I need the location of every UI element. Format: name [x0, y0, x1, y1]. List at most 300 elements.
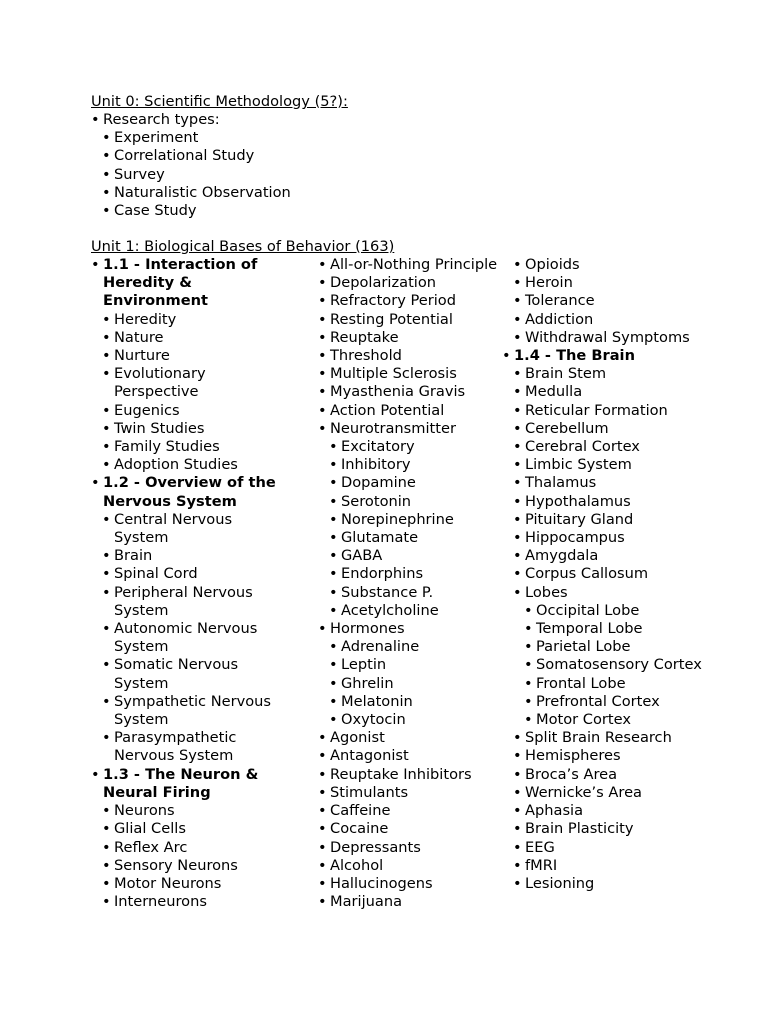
- list-item: [502, 638, 702, 656]
- list-item-text: Central Nervous System: [114, 510, 233, 547]
- list-item: [502, 438, 702, 456]
- list-item: [502, 784, 702, 802]
- bullet-icon: •: [524, 674, 533, 692]
- bullet-icon: •: [513, 802, 522, 820]
- bullet-icon: •: [513, 820, 522, 838]
- bullet-icon: •: [102, 547, 111, 565]
- list-item: [91, 547, 291, 565]
- list-item-text: Twin Studies: [114, 419, 205, 437]
- unit1-column-2: [307, 256, 503, 911]
- list-item-text: Substance P.: [341, 583, 434, 601]
- unit1-column-3: [502, 256, 702, 893]
- list-item: [502, 529, 702, 547]
- bullet-icon: •: [329, 492, 338, 510]
- list-item-text: Myasthenia Gravis: [330, 383, 466, 401]
- list-item: [502, 402, 702, 420]
- list-item-text: Eugenics: [114, 401, 180, 419]
- list-item-text: Brain Stem: [525, 365, 607, 383]
- list-item: [502, 565, 702, 583]
- bullet-icon: •: [318, 802, 327, 820]
- list-item-text: Case Study: [114, 202, 197, 220]
- list-item: [502, 620, 702, 638]
- bullet-icon: •: [318, 856, 327, 874]
- bullet-icon: •: [318, 783, 327, 801]
- list-item-text: Hypothalamus: [525, 492, 631, 510]
- list-item: [91, 511, 291, 547]
- list-item-text: Acetylcholine: [341, 601, 439, 619]
- list-item: [91, 166, 291, 184]
- list-item-text: Cerebral Cortex: [525, 438, 640, 456]
- list-item-text: Temporal Lobe: [536, 620, 643, 638]
- list-item-text: Motor Cortex: [536, 711, 632, 729]
- bullet-icon: •: [513, 292, 522, 310]
- list-item-text: Corpus Callosum: [525, 565, 649, 583]
- bullet-icon: •: [329, 547, 338, 565]
- list-item: [91, 802, 291, 820]
- list-item-text: Experiment: [114, 129, 199, 147]
- list-item-text: Opioids: [525, 256, 580, 273]
- list-item-text: 1.1 - Interaction of Heredity & Environment: [103, 256, 258, 310]
- list-item-text: Prefrontal Cortex: [536, 692, 660, 710]
- list-item: [91, 620, 291, 656]
- list-item: [91, 402, 291, 420]
- bullet-icon: •: [318, 310, 327, 328]
- bullet-icon: •: [513, 365, 522, 383]
- list-item-text: Somatosensory Cortex: [536, 656, 702, 674]
- list-item-text: 1.4 - The Brain: [514, 347, 635, 365]
- list-item: [91, 129, 291, 147]
- list-item: [502, 329, 702, 347]
- bullet-icon: •: [513, 565, 522, 583]
- bullet-icon: •: [513, 438, 522, 456]
- list-item-text: Sympathetic Nervous System: [114, 692, 272, 729]
- list-item: [502, 547, 702, 565]
- bullet-icon: •: [102, 147, 111, 165]
- list-item: [91, 729, 291, 765]
- list-item: [91, 438, 291, 456]
- bullet-icon: •: [102, 692, 111, 710]
- list-item: [307, 802, 503, 820]
- list-item: [502, 584, 702, 602]
- bullet-icon: •: [102, 347, 111, 365]
- list-item: [91, 584, 291, 620]
- list-item: [502, 656, 702, 674]
- list-item: [307, 547, 503, 565]
- bullet-icon: •: [524, 692, 533, 710]
- list-item: [91, 857, 291, 875]
- bullet-icon: •: [102, 165, 111, 183]
- bullet-icon: •: [318, 328, 327, 346]
- list-item: [502, 493, 702, 511]
- list-item: [502, 474, 702, 492]
- list-item: [91, 184, 291, 202]
- list-item: [307, 620, 503, 638]
- list-item-text: Glutamate: [341, 529, 419, 547]
- bullet-icon: •: [318, 838, 327, 856]
- list-item: [91, 111, 291, 129]
- list-item-text: Neurotransmitter: [330, 419, 456, 437]
- bullet-icon: •: [318, 419, 327, 437]
- list-item-text: Addiction: [525, 310, 594, 328]
- bullet-icon: •: [102, 328, 111, 346]
- bullet-icon: •: [102, 438, 111, 456]
- bullet-icon: •: [513, 419, 522, 437]
- bullet-icon: •: [318, 765, 327, 783]
- bullet-icon: •: [102, 583, 111, 601]
- list-item-text: Serotonin: [341, 492, 412, 510]
- bullet-icon: •: [102, 874, 111, 892]
- list-item: [307, 729, 503, 747]
- bullet-icon: •: [524, 656, 533, 674]
- list-item: [502, 839, 702, 857]
- bullet-icon: •: [329, 601, 338, 619]
- list-item: [307, 456, 503, 474]
- list-item: [307, 347, 503, 365]
- bullet-icon: •: [318, 729, 327, 747]
- list-item: [502, 456, 702, 474]
- bullet-icon: •: [318, 820, 327, 838]
- bullet-icon: •: [513, 583, 522, 601]
- bullet-icon: •: [102, 401, 111, 419]
- list-item-text: Depolarization: [330, 274, 437, 292]
- list-item-text: Parasympathetic Nervous System: [114, 729, 237, 765]
- list-item-text: Survey: [114, 165, 165, 183]
- list-item-text: Action Potential: [330, 401, 445, 419]
- bullet-icon: •: [318, 274, 327, 292]
- unit0-heading: Unit 0: Scientific Methodology (5?):: [91, 93, 348, 110]
- bullet-icon: •: [102, 202, 111, 220]
- bullet-icon: •: [102, 729, 111, 747]
- unit0-list: [91, 111, 291, 220]
- bullet-icon: •: [513, 383, 522, 401]
- list-item-text: Reuptake Inhibitors: [330, 765, 472, 783]
- list-item-text: Hormones: [330, 620, 405, 638]
- list-item: [307, 383, 503, 401]
- list-item-text: Parietal Lobe: [536, 638, 631, 656]
- list-item-text: Excitatory: [341, 438, 415, 456]
- list-item: [91, 365, 291, 401]
- bullet-icon: •: [513, 274, 522, 292]
- list-item-text: Reticular Formation: [525, 401, 668, 419]
- list-item-text: Antagonist: [330, 747, 409, 765]
- bullet-icon: •: [329, 456, 338, 474]
- list-item-text: Somatic Nervous System: [114, 656, 239, 692]
- list-item-text: Lobes: [525, 583, 568, 601]
- bullet-icon: •: [513, 401, 522, 419]
- list-item-text: Hallucinogens: [330, 874, 433, 892]
- list-item: [502, 766, 702, 784]
- list-item: [307, 766, 503, 784]
- list-item-text: Cerebellum: [525, 419, 609, 437]
- bullet-icon: •: [102, 838, 111, 856]
- list-item-text: Nature: [114, 328, 164, 346]
- bullet-icon: •: [513, 856, 522, 874]
- bullet-icon: •: [102, 893, 111, 911]
- list-item-text: Pituitary Gland: [525, 510, 634, 528]
- bullet-icon: •: [329, 529, 338, 547]
- list-item: [91, 565, 291, 583]
- bullet-icon: •: [513, 510, 522, 528]
- list-item-text: Marijuana: [330, 893, 403, 911]
- list-item: [502, 802, 702, 820]
- list-item: [502, 820, 702, 838]
- list-item: [502, 365, 702, 383]
- bullet-icon: •: [513, 256, 522, 273]
- list-item-text: Threshold: [330, 347, 402, 365]
- list-item-text: Reuptake: [330, 328, 399, 346]
- list-item: [307, 329, 503, 347]
- bullet-icon: •: [329, 692, 338, 710]
- bullet-icon: •: [524, 601, 533, 619]
- list-item-text: Peripheral Nervous System: [114, 583, 253, 619]
- list-item-text: 1.3 - The Neuron & Neural Firing: [103, 765, 259, 801]
- list-item-text: Resting Potential: [330, 310, 453, 328]
- bullet-icon: •: [513, 474, 522, 492]
- bullet-icon: •: [513, 456, 522, 474]
- list-item: [502, 693, 702, 711]
- list-item: [307, 675, 503, 693]
- list-item: [91, 420, 291, 438]
- list-item: [307, 820, 503, 838]
- bullet-icon: •: [513, 529, 522, 547]
- bullet-icon: •: [513, 838, 522, 856]
- bullet-icon: •: [318, 874, 327, 892]
- list-item-text: Withdrawal Symptoms: [525, 328, 690, 346]
- list-item: [307, 638, 503, 656]
- bullet-icon: •: [329, 638, 338, 656]
- list-item: [502, 729, 702, 747]
- list-item-text: Melatonin: [341, 692, 413, 710]
- unit1-column-1: [91, 256, 291, 911]
- list-item: [307, 311, 503, 329]
- list-item-text: Reflex Arc: [114, 838, 188, 856]
- bullet-icon: •: [318, 401, 327, 419]
- list-item: [307, 493, 503, 511]
- list-item-text: fMRI: [525, 856, 558, 874]
- list-item-text: EEG: [525, 838, 555, 856]
- list-item-text: Thalamus: [525, 474, 597, 492]
- list-item: [502, 292, 702, 310]
- list-item: [91, 456, 291, 474]
- bullet-icon: •: [102, 802, 111, 820]
- list-item-text: Cocaine: [330, 820, 389, 838]
- list-item: [502, 602, 702, 620]
- bullet-icon: •: [513, 729, 522, 747]
- list-item: [502, 420, 702, 438]
- bullet-icon: •: [318, 620, 327, 638]
- list-item: [91, 656, 291, 692]
- section-heading-item: [91, 474, 291, 510]
- list-item: [307, 839, 503, 857]
- list-item: [307, 584, 503, 602]
- list-item: [307, 693, 503, 711]
- list-item-text: Depressants: [330, 838, 421, 856]
- list-item-text: Heredity: [114, 310, 177, 328]
- list-item-text: Adrenaline: [341, 638, 420, 656]
- bullet-icon: •: [524, 711, 533, 729]
- list-item-text: Alcohol: [330, 856, 384, 874]
- bullet-icon: •: [513, 328, 522, 346]
- bullet-icon: •: [102, 456, 111, 474]
- list-item: [91, 839, 291, 857]
- list-item-text: Interneurons: [114, 893, 207, 911]
- list-item-text: Medulla: [525, 383, 583, 401]
- list-item-text: Split Brain Research: [525, 729, 672, 747]
- list-item: [307, 875, 503, 893]
- bullet-icon: •: [524, 620, 533, 638]
- list-item-text: Research types:: [103, 111, 220, 128]
- bullet-icon: •: [524, 638, 533, 656]
- list-item: [307, 529, 503, 547]
- unit1-heading: Unit 1: Biological Bases of Behavior (163): [91, 238, 395, 255]
- list-item-text: Neurons: [114, 802, 175, 820]
- bullet-icon: •: [318, 256, 327, 273]
- bullet-icon: •: [513, 874, 522, 892]
- list-item: [307, 602, 503, 620]
- bullet-icon: •: [513, 310, 522, 328]
- list-item: [502, 511, 702, 529]
- list-item-text: Family Studies: [114, 438, 220, 456]
- bullet-icon: •: [91, 765, 100, 783]
- list-item-text: Evolutionary Perspective: [114, 365, 206, 401]
- list-item: [307, 656, 503, 674]
- bullet-icon: •: [329, 565, 338, 583]
- bullet-icon: •: [329, 438, 338, 456]
- list-item: [502, 383, 702, 401]
- bullet-icon: •: [102, 419, 111, 437]
- bullet-icon: •: [102, 510, 111, 528]
- list-item-text: Hemispheres: [525, 747, 621, 765]
- list-item-text: Stimulants: [330, 783, 409, 801]
- list-item: [502, 711, 702, 729]
- list-item: [307, 438, 503, 456]
- list-item: [307, 784, 503, 802]
- list-item: [91, 329, 291, 347]
- list-item: [307, 857, 503, 875]
- list-item-text: Aphasia: [525, 802, 584, 820]
- list-item-text: Adoption Studies: [114, 456, 238, 474]
- bullet-icon: •: [513, 783, 522, 801]
- list-item: [307, 365, 503, 383]
- list-item-text: Naturalistic Observation: [114, 183, 291, 201]
- bullet-icon: •: [318, 383, 327, 401]
- bullet-icon: •: [91, 256, 100, 273]
- list-item: [91, 347, 291, 365]
- list-item-text: Oxytocin: [341, 711, 406, 729]
- bullet-icon: •: [102, 820, 111, 838]
- bullet-icon: •: [513, 765, 522, 783]
- list-item-text: Limbic System: [525, 456, 632, 474]
- list-item: [91, 875, 291, 893]
- list-item-text: Dopamine: [341, 474, 416, 492]
- list-item-text: Ghrelin: [341, 674, 394, 692]
- list-item-text: Nurture: [114, 347, 170, 365]
- list-item: [502, 256, 702, 274]
- list-item-text: Broca’s Area: [525, 765, 618, 783]
- list-item-text: Agonist: [330, 729, 385, 747]
- list-item: [91, 820, 291, 838]
- list-item: [307, 747, 503, 765]
- bullet-icon: •: [329, 510, 338, 528]
- list-item: [307, 511, 503, 529]
- list-item-text: Correlational Study: [114, 147, 255, 165]
- list-item-text: Amygdala: [525, 547, 599, 565]
- bullet-icon: •: [91, 111, 100, 128]
- list-item: [307, 565, 503, 583]
- list-item: [307, 893, 503, 911]
- list-item: [91, 693, 291, 729]
- list-item-text: Frontal Lobe: [536, 674, 626, 692]
- list-item: [307, 474, 503, 492]
- list-item: [307, 292, 503, 310]
- list-item: [502, 857, 702, 875]
- list-item-text: Norepinephrine: [341, 510, 454, 528]
- list-item: [91, 147, 291, 165]
- bullet-icon: •: [318, 347, 327, 365]
- list-item-text: Sensory Neurons: [114, 856, 238, 874]
- list-item: [307, 256, 503, 274]
- list-item-text: Motor Neurons: [114, 874, 222, 892]
- section-heading-item: [502, 347, 702, 365]
- list-item-text: Multiple Sclerosis: [330, 365, 457, 383]
- list-item: [91, 893, 291, 911]
- list-item-text: Lesioning: [525, 874, 595, 892]
- list-item: [91, 202, 291, 220]
- list-item: [307, 274, 503, 292]
- bullet-icon: •: [318, 365, 327, 383]
- list-item-text: All-or-Nothing Principle: [330, 256, 498, 273]
- bullet-icon: •: [329, 656, 338, 674]
- bullet-icon: •: [502, 347, 511, 365]
- list-item: [502, 675, 702, 693]
- bullet-icon: •: [102, 310, 111, 328]
- bullet-icon: •: [102, 656, 111, 674]
- list-item: [307, 402, 503, 420]
- section-heading-item: [91, 256, 291, 311]
- list-item: [307, 711, 503, 729]
- list-item-text: Heroin: [525, 274, 573, 292]
- list-item-text: Autonomic Nervous System: [114, 620, 258, 656]
- list-item-text: Caffeine: [330, 802, 391, 820]
- bullet-icon: •: [102, 856, 111, 874]
- bullet-icon: •: [102, 129, 111, 147]
- list-item-text: Brain Plasticity: [525, 820, 634, 838]
- list-item-text: Glial Cells: [114, 820, 186, 838]
- list-item: [91, 311, 291, 329]
- section-heading-item: [91, 766, 291, 802]
- bullet-icon: •: [102, 365, 111, 383]
- bullet-icon: •: [329, 474, 338, 492]
- bullet-icon: •: [513, 547, 522, 565]
- list-item-text: Spinal Cord: [114, 565, 198, 583]
- list-item: [502, 875, 702, 893]
- bullet-icon: •: [513, 747, 522, 765]
- bullet-icon: •: [318, 893, 327, 911]
- list-item-text: Endorphins: [341, 565, 424, 583]
- list-item-text: Occipital Lobe: [536, 601, 640, 619]
- list-item: [502, 747, 702, 765]
- list-item-text: 1.2 - Overview of the Nervous System: [103, 474, 276, 510]
- list-item: [502, 311, 702, 329]
- bullet-icon: •: [329, 711, 338, 729]
- list-item-text: Leptin: [341, 656, 387, 674]
- bullet-icon: •: [329, 674, 338, 692]
- list-item-text: Tolerance: [525, 292, 595, 310]
- list-item-text: Hippocampus: [525, 529, 625, 547]
- list-item-text: Brain: [114, 547, 153, 565]
- bullet-icon: •: [102, 620, 111, 638]
- list-item-text: GABA: [341, 547, 383, 565]
